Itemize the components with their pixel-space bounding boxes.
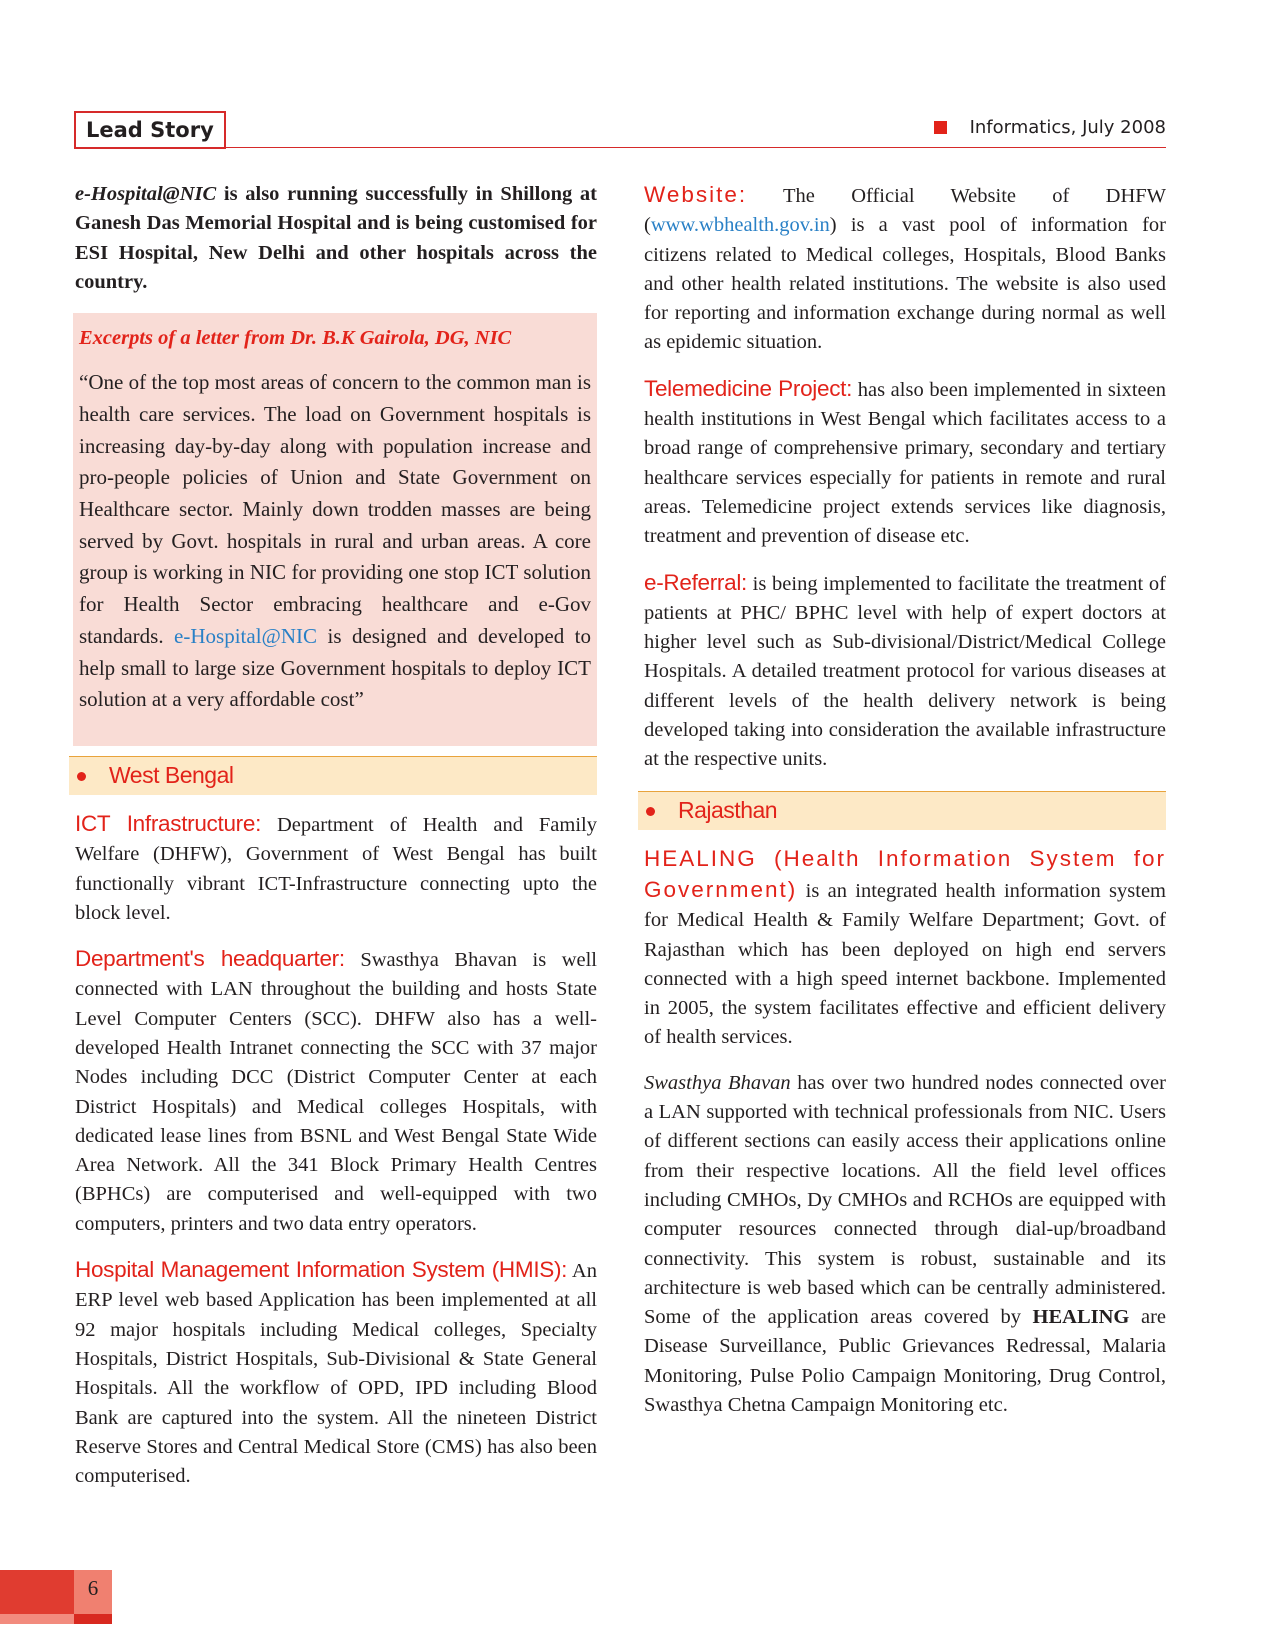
footer-strip bbox=[74, 1614, 112, 1624]
intro-text: is also running successfully in Shillong at Ganesh Das Memorial Hospital and is being customised for ESI Hospital, New Delhi and other hospitals across the country. bbox=[75, 183, 597, 293]
letter-text-after: is designed and developed to help small to large size Government hospitals to deploy ICT solution at a very affordable cost” bbox=[79, 623, 591, 712]
hq-paragraph bbox=[75, 944, 597, 1239]
red-square-icon bbox=[934, 121, 947, 134]
healing-bold: HEALING bbox=[1032, 1306, 1130, 1329]
section-bar-rajasthan bbox=[638, 791, 1166, 830]
website-heading: Website: bbox=[644, 182, 748, 207]
letter-excerpt-box bbox=[73, 313, 597, 746]
telemedicine-paragraph bbox=[644, 374, 1166, 552]
telemedicine-heading: Telemedicine Project: bbox=[644, 375, 853, 401]
healing-heading: HEALING (Health Information System for Government) bbox=[644, 845, 1166, 902]
swasthya-text-b: are Disease Surveillance, Public Grievances Redressal, Malaria Monitoring, Pulse Polio Campaign Monitoring, Drug Control, Swasthya Chetna Campaign Monitoring etc. bbox=[644, 1306, 1166, 1416]
letter-text-before: “One of the top most areas of concern to the common man is health care services. The load on Government hospitals is increasing day-by-day along with population increase and pro-people policies of Union and State Government on Healthcare sector. Mainly down trodden masses are being served by Govt. hospitals in rural and urban areas. A core group is working in NIC for providing one stop ICT solution for Health Sector embracing healthcare and e-Gov standards. bbox=[79, 370, 591, 648]
website-paragraph bbox=[644, 180, 1166, 358]
bullet-icon bbox=[646, 807, 655, 816]
section-bar-west-bengal bbox=[69, 756, 597, 795]
page-header bbox=[74, 111, 1166, 147]
ict-text: Department of Health and Family Welfare (DHFW), Government of West Bengal has built functionally vibrant ICT-Infrastructure connecting upto the block level. bbox=[75, 813, 597, 924]
hmis-text: An ERP level web based Application has been implemented at all 92 major hospitals including Medical colleges, Specialty Hospitals, District Hospitals, Sub-Divisional & State General Hospitals. All the workflow of OPD, IPD including Blood Bank are captured into the system. All the nineteen District Reserve Stores and Central Medical Store (CMS) has also been computerised. bbox=[75, 1260, 597, 1488]
wbhealth-link[interactable]: www.wbhealth.gov.in bbox=[650, 214, 830, 237]
healing-text: is an integrated health information system for Medical Health & Family Welfare Department; Govt. of Rajasthan which has been deployed on high end servers connected with a high speed internet backbone. Implemented in 2005, the system facilitates effective and efficient delivery of health services. bbox=[644, 879, 1166, 1049]
page-number: 6 bbox=[87, 1576, 99, 1600]
ereferral-heading: e-Referral: bbox=[644, 569, 747, 595]
hmis-heading: Hospital Management Information System (HMIS): bbox=[75, 1257, 568, 1283]
ict-heading: ICT Infrastructure: bbox=[75, 810, 262, 836]
bullet-icon bbox=[77, 772, 86, 781]
hmis-paragraph bbox=[75, 1255, 597, 1491]
header-rule bbox=[74, 147, 1166, 148]
swasthya-name: Swasthya Bhavan bbox=[644, 1071, 791, 1094]
publication-label: Informatics, July 2008 bbox=[969, 117, 1166, 138]
letter-text bbox=[79, 367, 591, 716]
ereferral-paragraph bbox=[644, 568, 1166, 775]
hq-heading: Department's headquarter: bbox=[75, 946, 345, 972]
swasthya-text-a: has over two hundred nodes connected over a LAN supported with technical professionals from NIC. Users of different sections can easily access their applications online from their respective locations. All the field level offices including CMHOs, Dy CMHOs and RCHOs are equipped with computer resources connected through dial-up/broadband connectivity. This system is robust, sustainable and its architecture is web based which can be centrally administered. Some of the application areas covered by bbox=[644, 1071, 1166, 1329]
section-title-west-bengal: West Bengal bbox=[109, 761, 234, 788]
healing-paragraph bbox=[644, 844, 1166, 1053]
website-text-a: The Official Website of DHFW ( bbox=[644, 185, 1166, 237]
intro-product-name: e-Hospital@NIC bbox=[75, 183, 217, 205]
intro-paragraph bbox=[75, 180, 597, 297]
letter-title: Excerpts of a letter from Dr. B.K Gairola, DG, NIC bbox=[79, 327, 512, 350]
swasthya-paragraph bbox=[644, 1069, 1166, 1421]
right-column bbox=[644, 180, 1166, 1436]
section-title-rajasthan: Rajasthan bbox=[678, 796, 778, 823]
publication-info bbox=[934, 117, 1166, 138]
ereferral-text: is being implemented to facilitate the treatment of patients at PHC/ BPHC level with help of expert doctors at higher level such as Sub-divisional/District/Medical College Hospitals. A detailed treatment protocol for various diseases at different levels of the health delivery network is being developed taking into consideration the available infrastructure at the respective units. bbox=[644, 572, 1166, 771]
telemedicine-text: has also been implemented in sixteen health institutions in West Bengal which facilitates access to a broad range of comprehensive primary, secondary and tertiary healthcare services especially for patients in remote and rural areas. Telemedicine project extends services like diagnosis, treatment and prevention of disease etc. bbox=[644, 378, 1166, 548]
e-hospital-link[interactable]: e-Hospital@NIC bbox=[174, 623, 318, 648]
section-label: Lead Story bbox=[74, 111, 226, 149]
hq-text: Swasthya Bhavan is well connected with LAN throughout the building and hosts State Level Computer Centers (SCC). DHFW also has a well-developed Health Intranet connecting the SCC with 37 major Nodes including DCC (District Computer Center at each District Hospitals) and Medical colleges Hospitals, with dedicated lease lines from BSNL and West Bengal State Wide Area Network. All the 341 Block Primary Health Centres (BPHCs) are computerised and well-equipped with two computers, printers and two data entry operators. bbox=[75, 949, 597, 1235]
website-text-b: ) is a vast pool of information for citizens related to Medical colleges, Hospitals, Blood Banks and other health related institutions. The website is also used for reporting and information exchange during normal as well as epidemic situation. bbox=[644, 214, 1166, 354]
ict-paragraph bbox=[75, 809, 597, 928]
footer-strip bbox=[0, 1614, 74, 1624]
left-column bbox=[75, 180, 597, 1507]
